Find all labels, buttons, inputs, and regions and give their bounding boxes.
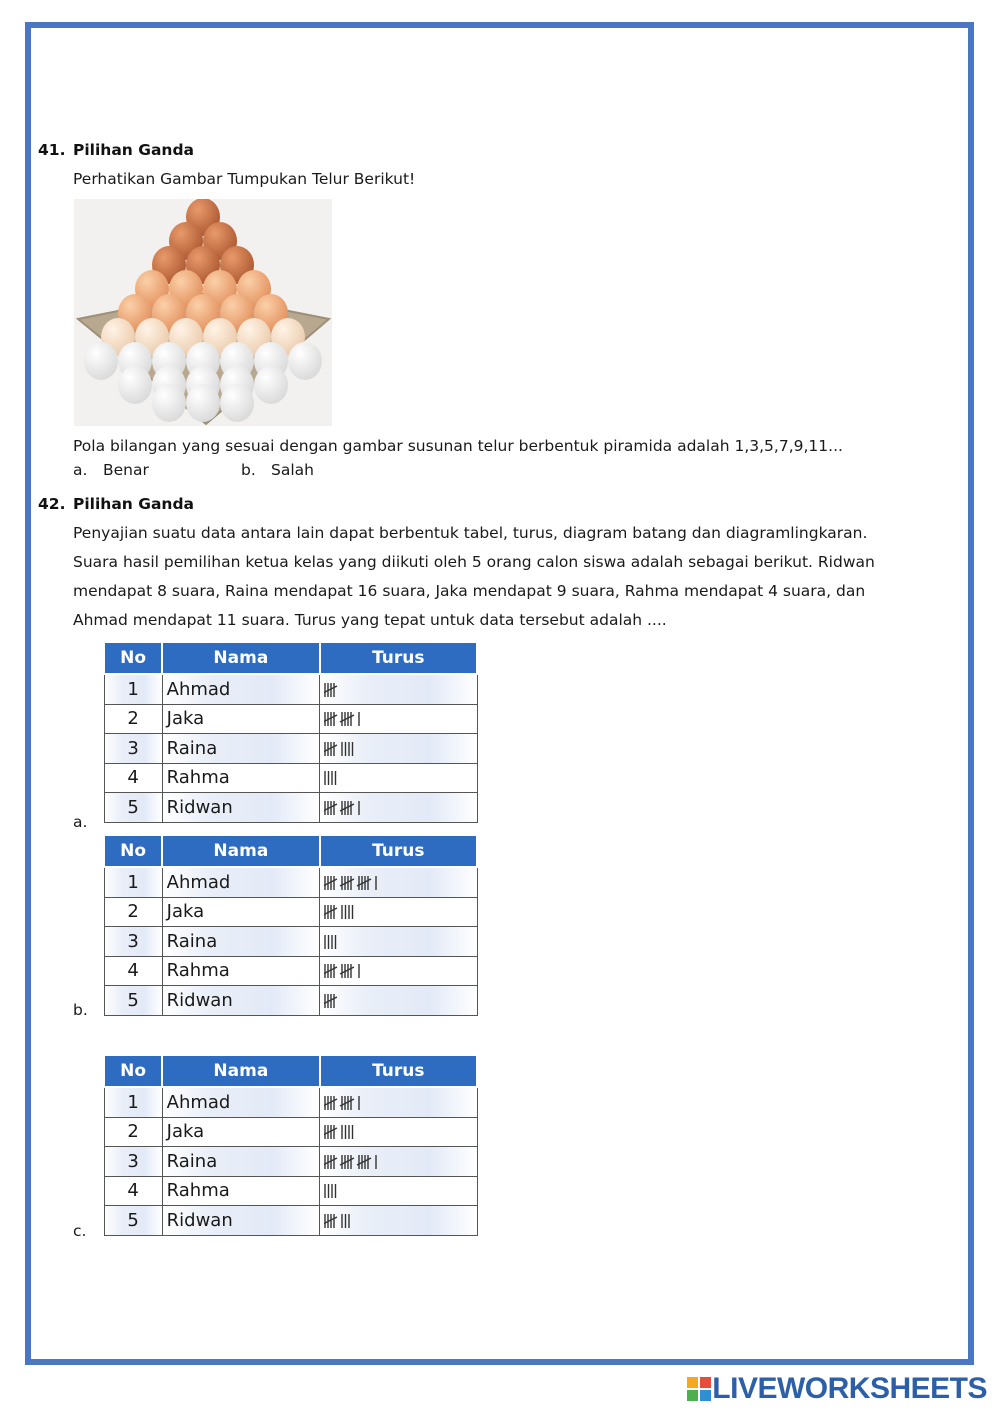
tally-table-b [103,836,478,1016]
candidate-name: Ridwan [162,986,319,1016]
column-header: Turus [320,1056,477,1087]
candidate-name: Ahmad [162,867,319,897]
row-number: 3 [104,734,162,764]
brand-icon [686,1376,712,1402]
candidate-name: Ahmad [162,1087,319,1117]
tally-marks [320,986,477,1016]
candidate-name: Ahmad [162,674,319,704]
table-row [104,867,477,897]
row-number: 5 [104,986,162,1016]
tally-table-a [103,643,478,823]
question-number: 41. [38,141,66,159]
tally-marks [320,763,477,793]
question-type: Pilihan Ganda [73,141,194,159]
table-row [104,1087,477,1117]
table-row [104,674,477,704]
row-number: 2 [104,1117,162,1147]
option-b-text: Salah [271,461,314,479]
candidate-name: Raina [162,927,319,957]
egg [118,366,152,404]
tally-marks [320,927,477,957]
column-header: Turus [320,836,477,867]
question-number: 42. [38,495,66,513]
candidate-name: Ridwan [162,1206,319,1236]
candidate-name: Rahma [162,956,319,986]
tally-marks [320,674,477,704]
tally-marks [320,897,477,927]
table-row [104,897,477,927]
candidate-name: Rahma [162,1176,319,1206]
row-number: 3 [104,927,162,957]
column-header: Nama [162,836,319,867]
tally-marks [320,1206,477,1236]
table-row [104,734,477,764]
column-header: Turus [320,643,477,674]
row-number: 2 [104,704,162,734]
row-number: 5 [104,793,162,823]
column-header: No [104,643,162,674]
table-row [104,793,477,823]
column-header: No [104,836,162,867]
table-row [104,956,477,986]
egg [220,384,254,422]
candidate-name: Ridwan [162,793,319,823]
egg [288,342,322,380]
liveworksheets-logo [686,1373,987,1405]
candidate-name: Jaka [162,897,319,927]
row-number: 3 [104,1147,162,1177]
table-row [104,1176,477,1206]
candidate-name: Raina [162,1147,319,1177]
tally-marks [320,734,477,764]
row-number: 1 [104,1087,162,1117]
table-row [104,704,477,734]
option-a-text: Benar [103,461,149,479]
table-row [104,763,477,793]
table-row [104,1206,477,1236]
question-type: Pilihan Ganda [73,495,194,513]
tally-marks [320,1147,477,1177]
table-header [104,1056,477,1087]
table-row [104,1147,477,1177]
candidate-name: Jaka [162,704,319,734]
row-number: 4 [104,763,162,793]
egg [84,342,118,380]
row-number: 1 [104,867,162,897]
tally-marks [320,704,477,734]
row-number: 2 [104,897,162,927]
column-header: Nama [162,643,319,674]
column-header: Nama [162,1056,319,1087]
question-42-paragraph: Penyajian suatu data antara lain dapat berbentuk tabel, turus, diagram batang dan diagramlingkaran. Suara hasil pemilihan ketua kelas yang diikuti oleh 5 orang calon siswa adalah sebagai berikut. Ridwan mendapat 8 suara, Raina mendapat 16 suara, Jaka mendapat 9 suara, Rahma mendapat 4 suara, dan Ahmad mendapat 11 suara. Turus yang tepat untuk data tersebut adalah .... [73,524,875,629]
brand-name: LIVEWORKSHEETS [712,1372,987,1405]
table-row [104,986,477,1016]
table-row [104,927,477,957]
tally-marks [320,1087,477,1117]
question-41-instruction: Perhatikan Gambar Tumpukan Telur Berikut! [73,170,416,188]
tally-marks [320,793,477,823]
egg [152,384,186,422]
table-header [104,836,477,867]
table-header [104,643,477,674]
egg-pyramid-image [74,199,332,426]
question-41-statement: Pola bilangan yang sesuai dengan gambar susunan telur berbentuk piramida adalah 1,3,5,7,9,11... [73,437,843,455]
table-row [104,1117,477,1147]
tally-marks [320,1117,477,1147]
tally-marks [320,867,477,897]
row-number: 4 [104,1176,162,1206]
egg [186,384,220,422]
egg [254,366,288,404]
row-number: 4 [104,956,162,986]
tally-table-c [103,1056,478,1236]
column-header: No [104,1056,162,1087]
tally-marks [320,956,477,986]
row-number: 5 [104,1206,162,1236]
tally-marks [320,1176,477,1206]
candidate-name: Jaka [162,1117,319,1147]
candidate-name: Raina [162,734,319,764]
row-number: 1 [104,674,162,704]
candidate-name: Rahma [162,763,319,793]
